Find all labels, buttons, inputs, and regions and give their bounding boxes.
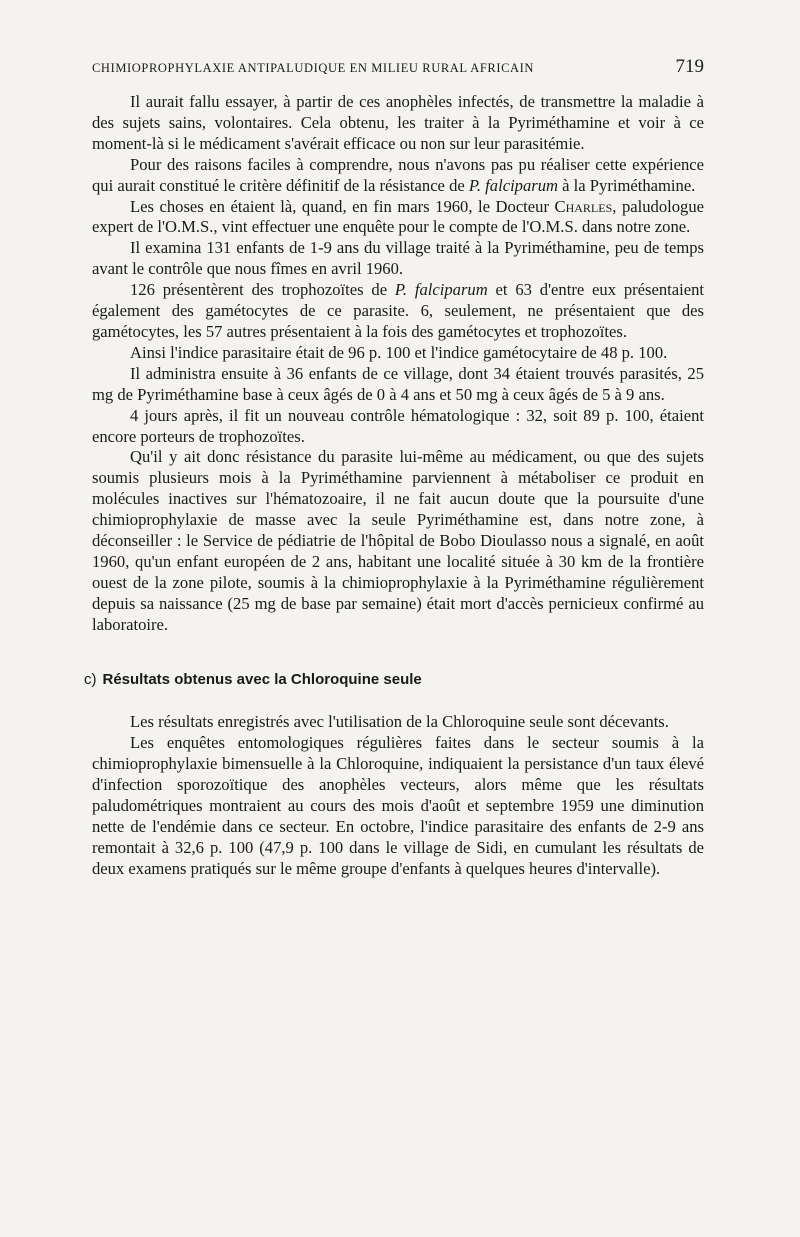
paragraph-8: 4 jours après, il fit un nouveau contrôle hématologique : 32, soit 89 p. 100, étaient encore porteurs de trophozoïtes.: [92, 405, 704, 446]
page-number: 719: [675, 56, 704, 77]
paragraph-4: Il examina 131 enfants de 1-9 ans du village traité à la Pyriméthamine, peu de temps avant le contrôle que nous fîmes en avril 1960.: [92, 238, 704, 279]
paragraph-7: Il administra ensuite à 36 enfants de ce village, dont 34 étaient trouvés parasités, 25 mg de Pyriméthamine base à ceux âgés de 0 à 4 ans et 50 mg à ceux âgés de 5 à 9 ans.: [92, 363, 704, 404]
paragraph-3: Les choses en étaient là, quand, en fin mars 1960, le Docteur Charles, paludologue expert de l'O.M.S., vint effectuer une enquête pour le compte de l'O.M.S. dans notre zone.: [92, 196, 705, 237]
paragraph-9: Qu'il y ait donc résistance du parasite lui-même au médicament, ou que des sujets soumis plusieurs mois à la Pyriméthamine parviennent à métaboliser ce produit en molécules inactives sur l'hématozoaire, il ne fait aucun doute que la poursuite d'une chimioprophylaxie de masse avec la seule Pyriméthamine est, dans notre zone, à déconseiller : le Service de pédiatrie de l'hôpital de Bobo Dioulasso nous a signalé, en août 1960, qu'un enfant européen de 2 ans, habitant une localité située à 30 km de la frontière ouest de la zone pilote, soumis à la chimioprophylaxie à la Pyriméthamine régulièrement depuis sa naissance (25 mg de base par semaine) était mort d'accès pernicieux confirmé au laboratoire.: [92, 447, 704, 634]
paragraph-10: Les résultats enregistrés avec l'utilisation de la Chloroquine seule sont décevants.: [130, 712, 669, 732]
paragraph-1: Il aurait fallu essayer, à partir de ces anophèles infectés, de transmettre la maladie à des sujets sains, volontaires. Cela obtenu, les traiter à la Pyriméthamine et voir à ce moment-là si le médicament s'avérait efficace ou non sur leur parasitémie.: [92, 92, 704, 153]
section-heading: c) Résultats obtenus avec la Chloroquine seule: [84, 670, 422, 688]
running-title: CHIMIOPROPHYLAXIE ANTIPALUDIQUE EN MILIEU RURAL AFRICAIN: [92, 61, 535, 75]
document-page: [84, 56, 705, 880]
paragraph-6: Ainsi l'indice parasitaire était de 96 p. 100 et l'indice gamétocytaire de 48 p. 100.: [130, 342, 668, 362]
paragraph-11: Les enquêtes entomologiques régulières faites dans le secteur soumis à la chimioprophylaxie bimensuelle à la Chloroquine, indiquaient la persistance d'un taux élevé d'infection sporozoïtique des anophèles vecteurs, alors même que les résultats paludométriques montraient au cours des mois d'août et septembre 1959 une diminution nette de l'endémie dans ce secteur. En octobre, l'indice parasitaire des enfants de 2-9 ans remontait à 32,6 p. 100 (47,9 p. 100 dans le village de Sidi, en cumulant les résultats de deux examens pratiqués sur le même groupe d'enfants à quelques heures d'intervalle).: [92, 733, 704, 878]
running-header: [92, 56, 704, 78]
paragraph-5: 126 présentèrent des trophozoïtes de P. falciparum et 63 d'entre eux présentaient également des gamétocytes de ce parasite. 6, seulement, ne présentaient que des gamétocytes, les 57 autres présentaient à la fois des gamétocytes et trophozoïtes.: [92, 280, 704, 341]
paragraph-2: Pour des raisons faciles à comprendre, nous n'avons pas pu réaliser cette expérience qui aurait constitué le critère définitif de la résistance de P. falciparum à la Pyriméthamine.: [92, 154, 704, 195]
